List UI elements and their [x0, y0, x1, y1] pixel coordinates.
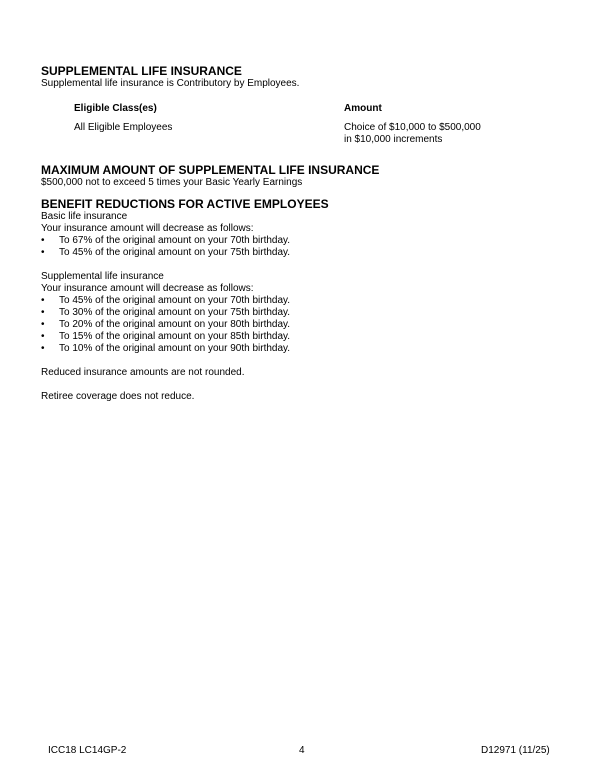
bullet-icon: •	[41, 295, 45, 306]
list-item: • To 10% of the original amount on your 90th birthday.	[41, 343, 291, 354]
eligibility-table	[41, 103, 561, 147]
amount-value-line1: Choice of $10,000 to $500,000	[344, 122, 481, 133]
document-code: D12971 (11/25)	[481, 745, 550, 756]
rounding-note: Reduced insurance amounts are not rounded.	[41, 367, 245, 378]
bullet-icon: •	[41, 307, 45, 318]
list-item: • To 45% of the original amount on your 75th birthday.	[41, 247, 291, 258]
list-item: • To 67% of the original amount on your 70th birthday.	[41, 235, 291, 246]
list-item: • To 15% of the original amount on your 85th birthday.	[41, 331, 291, 342]
bullet-icon: •	[41, 319, 45, 330]
amount-column	[344, 103, 481, 146]
reductions-title: BENEFIT REDUCTIONS FOR ACTIVE EMPLOYEES	[41, 197, 329, 211]
basic-life-intro: Your insurance amount will decrease as follows:	[41, 223, 254, 234]
list-item: • To 45% of the original amount on your 70th birthday.	[41, 295, 291, 306]
basic-reduction-list	[41, 235, 561, 259]
supplemental-life-label: Supplemental life insurance	[41, 271, 164, 282]
document-body	[41, 64, 561, 403]
maximum-section	[41, 163, 561, 189]
bullet-icon: •	[41, 331, 45, 342]
list-item: • To 30% of the original amount on your 75th birthday.	[41, 307, 291, 318]
eligible-class-value: All Eligible Employees	[74, 122, 173, 133]
bullet-icon: •	[41, 343, 45, 354]
maximum-title: MAXIMUM AMOUNT OF SUPPLEMENTAL LIFE INSURANCE	[41, 163, 380, 177]
supplemental-text: Supplemental life insurance is Contributory by Employees.	[41, 78, 300, 89]
page-footer	[0, 745, 600, 759]
retiree-note: Retiree coverage does not reduce.	[41, 391, 195, 402]
supplemental-life-intro: Your insurance amount will decrease as follows:	[41, 283, 254, 294]
eligible-class-column	[74, 103, 172, 134]
form-id: ICC18 LC14GP-2	[48, 745, 127, 756]
list-item: • To 20% of the original amount on your 80th birthday.	[41, 319, 291, 330]
amount-value-line2: in $10,000 increments	[344, 134, 443, 145]
bullet-icon: •	[41, 235, 45, 246]
supplemental-title: SUPPLEMENTAL LIFE INSURANCE	[41, 64, 242, 78]
maximum-text: $500,000 not to exceed 5 times your Basic Yearly Earnings	[41, 177, 303, 188]
basic-life-label: Basic life insurance	[41, 211, 128, 222]
amount-header: Amount	[344, 103, 382, 114]
eligible-class-header: Eligible Class(es)	[74, 103, 157, 114]
bullet-icon: •	[41, 247, 45, 258]
supplemental-reduction-list	[41, 295, 561, 355]
page-number: 4	[299, 745, 305, 756]
reductions-section	[41, 197, 561, 403]
